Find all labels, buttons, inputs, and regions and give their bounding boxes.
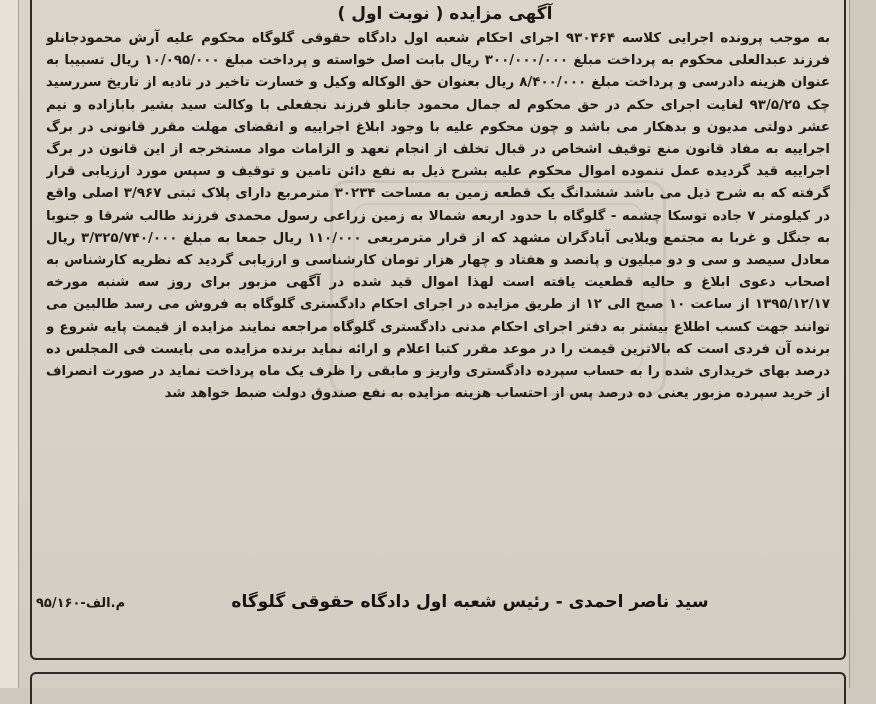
signature-line: سید ناصر احمدی - رئیس شعبه اول دادگاه حقوقی گلوگاه: [231, 592, 709, 612]
notice-title: آگهی مزایده ( نوبت اول ): [337, 4, 553, 24]
notice-body: به موجب پرونده اجرایی کلاسه ۹۳۰۴۶۴ اجرای احکام شعبه اول دادگاه حقوقی گلوگاه محکوم علیه آرش محمودجانلو فرزند عبدالعلی محکوم به پرداخت مبلغ ۳۰۰/۰۰۰/۰۰۰ ریال بابت اصل خواسته و پرداخت مبلغ ۱۰/۰۹۵/۰۰۰ ریال تسبیبا به عنوان هزینه دادرسی و پرداخت مبلغ ۸/۴۰۰/۰۰۰ ریال بعنوان حق الوکاله وکیل و خسارت تاخیر در تادیه از تاریخ سررسید چک ۹۳/۵/۲۵ لغایت اجرای حکم در حق محکوم له جمال محمود جانلو فرزند نجفعلی با وکالت سید بشیر بابازاده و نیم عشر دولتی مدیون و بدهکار می باشد و چون محکوم علیه با وجود ابلاغ اجراییه و انقضای مهلت مقرر قانونی در برگ اجراییه به مفاد قانون منع توقیف اشخاص در قبال تخلف از انجام تعهد و الزامات مواد مستخرجه از این قانون در برگ اجراییه قید گردیده عمل ننموده اموال محکوم علیه بشرح ذیل به نفع دائن تامین و توقیف و سپس مورد ارزیابی قرار گرفته که به شرح ذیل می باشد ششدانگ یک قطعه زمین به مساحت ۳۰۲۳۴ مترمربع دارای پلاک ثبتی ۳/۹۶۷ اصلی واقع در کیلومتر ۷ جاده توسکا چشمه - گلوگاه با حدود اربعه شمالا به زمین زراعی رسول محمدی فرزند طالب شرقا و جنوبا به جنگل و غربا به مجتمع ویلایی آبادگران مشهد که از قرار مترمربعی ۱۱۰/۰۰۰ ریال جمعا به مبلغ ۳/۳۲۵/۷۴۰/۰۰۰ ریال معادل سیصد و سی و دو میلیون و پانصد و هفتاد و چهار هزار تومان کارشناسی و ارزیابی گردید که نظریه کارشناس به اصحاب دعوی ابلاغ و حالیه قطعیت یافته است لهذا اموال قید شده در آگهی مزبور برای روز سه شنبه مورخه ۱۳۹۵/۱۲/۱۷ از ساعت ۱۰ صبح الی ۱۲ از طریق مزایده در اجرای احکام دادگستری گلوگاه به فروش می رسد طالبین می توانند جهت کسب اطلاع بیشتر به دفتر اجرای احکام مدنی دادگستری گلوگاه مراجعه نمایند مزایده از قیمت پایه شروع و برنده آن فردی است که بالاترین قیمت را در موعد مقرر کتبا اعلام و ارائه نماید برنده مزایده می بایست فی المجلس ده درصد بهای خریداری شده را به حساب سپرده دادگستری واریز و مابقی را ظرف یک ماه پرداخت نماید در صورت انصراف از خرید سپرده مزبور یعنی ده درصد پس از احتساب هزینه مزایده به نفع صندوق دولت ضبط خواهد شد: [46, 31, 830, 402]
next-notice-frame: [30, 672, 846, 704]
reference-number: م.الف-۹۵/۱۶۰: [36, 596, 126, 611]
adjacent-column-strip: [849, 0, 876, 688]
left-margin: [0, 0, 19, 688]
